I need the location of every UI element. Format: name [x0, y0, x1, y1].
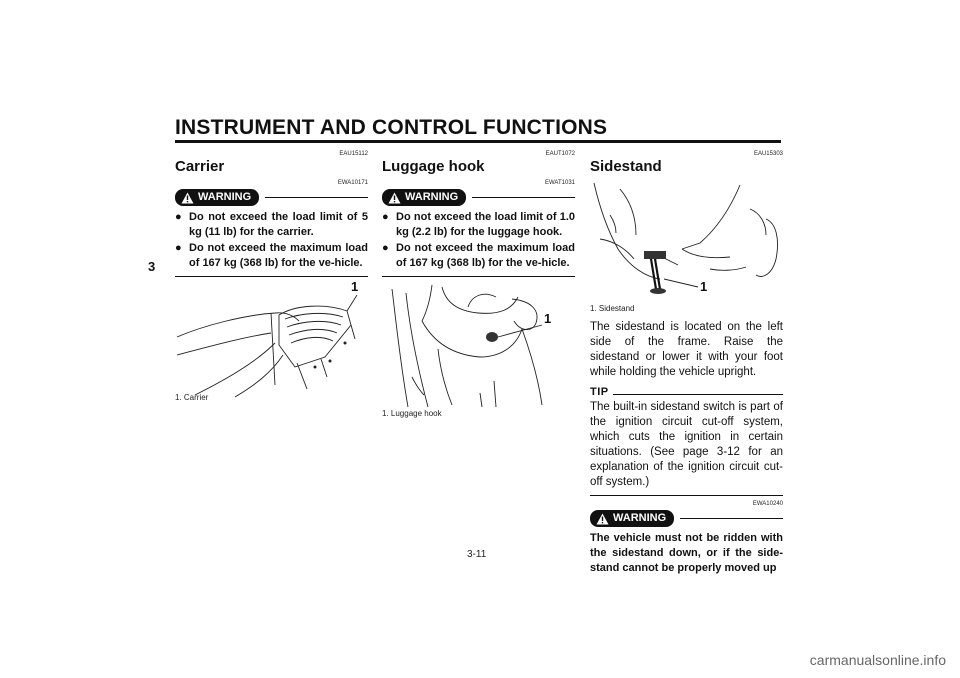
luggage-hook-drawing	[382, 281, 575, 411]
section-code: EAUT1072	[545, 151, 575, 157]
section-title: Sidestand	[590, 158, 662, 175]
tip-end-rule	[590, 495, 783, 496]
carrier-drawing	[175, 285, 368, 405]
carrier-section	[175, 150, 368, 405]
warning-rule	[680, 518, 783, 519]
warning-bullet: ● Do not exceed the maximum load of 167 kg (368 lb) for the ve-hicle.	[175, 242, 368, 269]
tip-rule	[613, 394, 783, 395]
warning-bullet: ● Do not exceed the maximum load of 167 kg (368 lb) for the ve-hicle.	[382, 242, 575, 269]
warning-end-rule	[382, 276, 575, 277]
chapter-tab: 3	[148, 259, 156, 274]
warning-triangle-icon	[596, 513, 609, 525]
tip-header	[590, 386, 783, 398]
warning-label: WARNING	[613, 512, 667, 524]
figure-caption: 1. Sidestand	[590, 304, 635, 313]
page-header-title: INSTRUMENT AND CONTROL FUNCTIONS	[175, 116, 608, 139]
bullet-icon: ●	[382, 211, 389, 223]
warning-badge	[590, 510, 674, 527]
section-code: EAU15112	[339, 151, 368, 157]
warning-badge	[382, 189, 466, 206]
warning-list	[382, 210, 575, 271]
section-title: Luggage hook	[382, 158, 485, 175]
warning-bullet: ● Do not exceed the load limit of 5 kg (11 lb) for the carrier.	[175, 211, 368, 238]
warning-triangle-icon	[181, 192, 194, 204]
warning-label: WARNING	[198, 191, 252, 203]
luggage-hook-illustration	[382, 281, 575, 421]
figure-caption: 1. Carrier	[175, 393, 209, 402]
warning-code: EWAT1031	[544, 180, 575, 186]
warning-triangle-icon	[388, 192, 401, 204]
warning-header	[175, 189, 368, 206]
section-code: EAU15303	[753, 151, 783, 157]
watermark: carmanualsonline.info	[809, 652, 946, 668]
warning-badge	[175, 189, 259, 206]
sidestand-drawing	[590, 179, 783, 304]
luggage-hook-section	[382, 150, 575, 421]
tip-text: The built-in sidestand switch is part of the ignition circuit cut-off system, which cuts the ignition in certain situations. (See page 3-12 for an explanation of the ignition circuit cut-off system.)	[590, 401, 783, 488]
callout-number: 1	[700, 279, 708, 294]
bullet-icon: ●	[175, 242, 182, 254]
warning-rule	[265, 197, 368, 198]
callout-number: 1	[544, 311, 552, 326]
header-rule	[175, 140, 781, 143]
tip-label: TIP	[590, 386, 609, 398]
bullet-icon: ●	[382, 242, 389, 254]
warning-rule	[472, 197, 575, 198]
figure-caption: 1. Luggage hook	[382, 409, 442, 418]
section-title: Carrier	[175, 158, 225, 175]
warning-label: WARNING	[405, 191, 459, 203]
warning-code: EWA10240	[752, 501, 783, 507]
warning-code: EWA10171	[337, 180, 368, 186]
warning-header	[382, 189, 575, 206]
warning-end-rule	[175, 276, 368, 277]
bullet-icon: ●	[175, 211, 182, 223]
sidestand-illustration	[590, 179, 783, 314]
sidestand-section	[590, 150, 783, 576]
warning-text: The vehicle must not be ridden with the sidestand down, or if the side-stand cannot be properly moved up	[590, 532, 783, 574]
sidestand-description: The sidestand is located on the left side of the frame. Raise the sidestand or lower it with your foot while holding the vehicle upright.	[590, 321, 783, 378]
carrier-illustration	[175, 279, 368, 405]
page-number: 3-11	[467, 549, 487, 560]
warning-header	[590, 510, 783, 527]
warning-bullet: ● Do not exceed the load limit of 1.0 kg (2.2 lb) for the luggage hook.	[382, 211, 575, 238]
callout-number: 1	[351, 279, 359, 294]
warning-list	[175, 210, 368, 271]
